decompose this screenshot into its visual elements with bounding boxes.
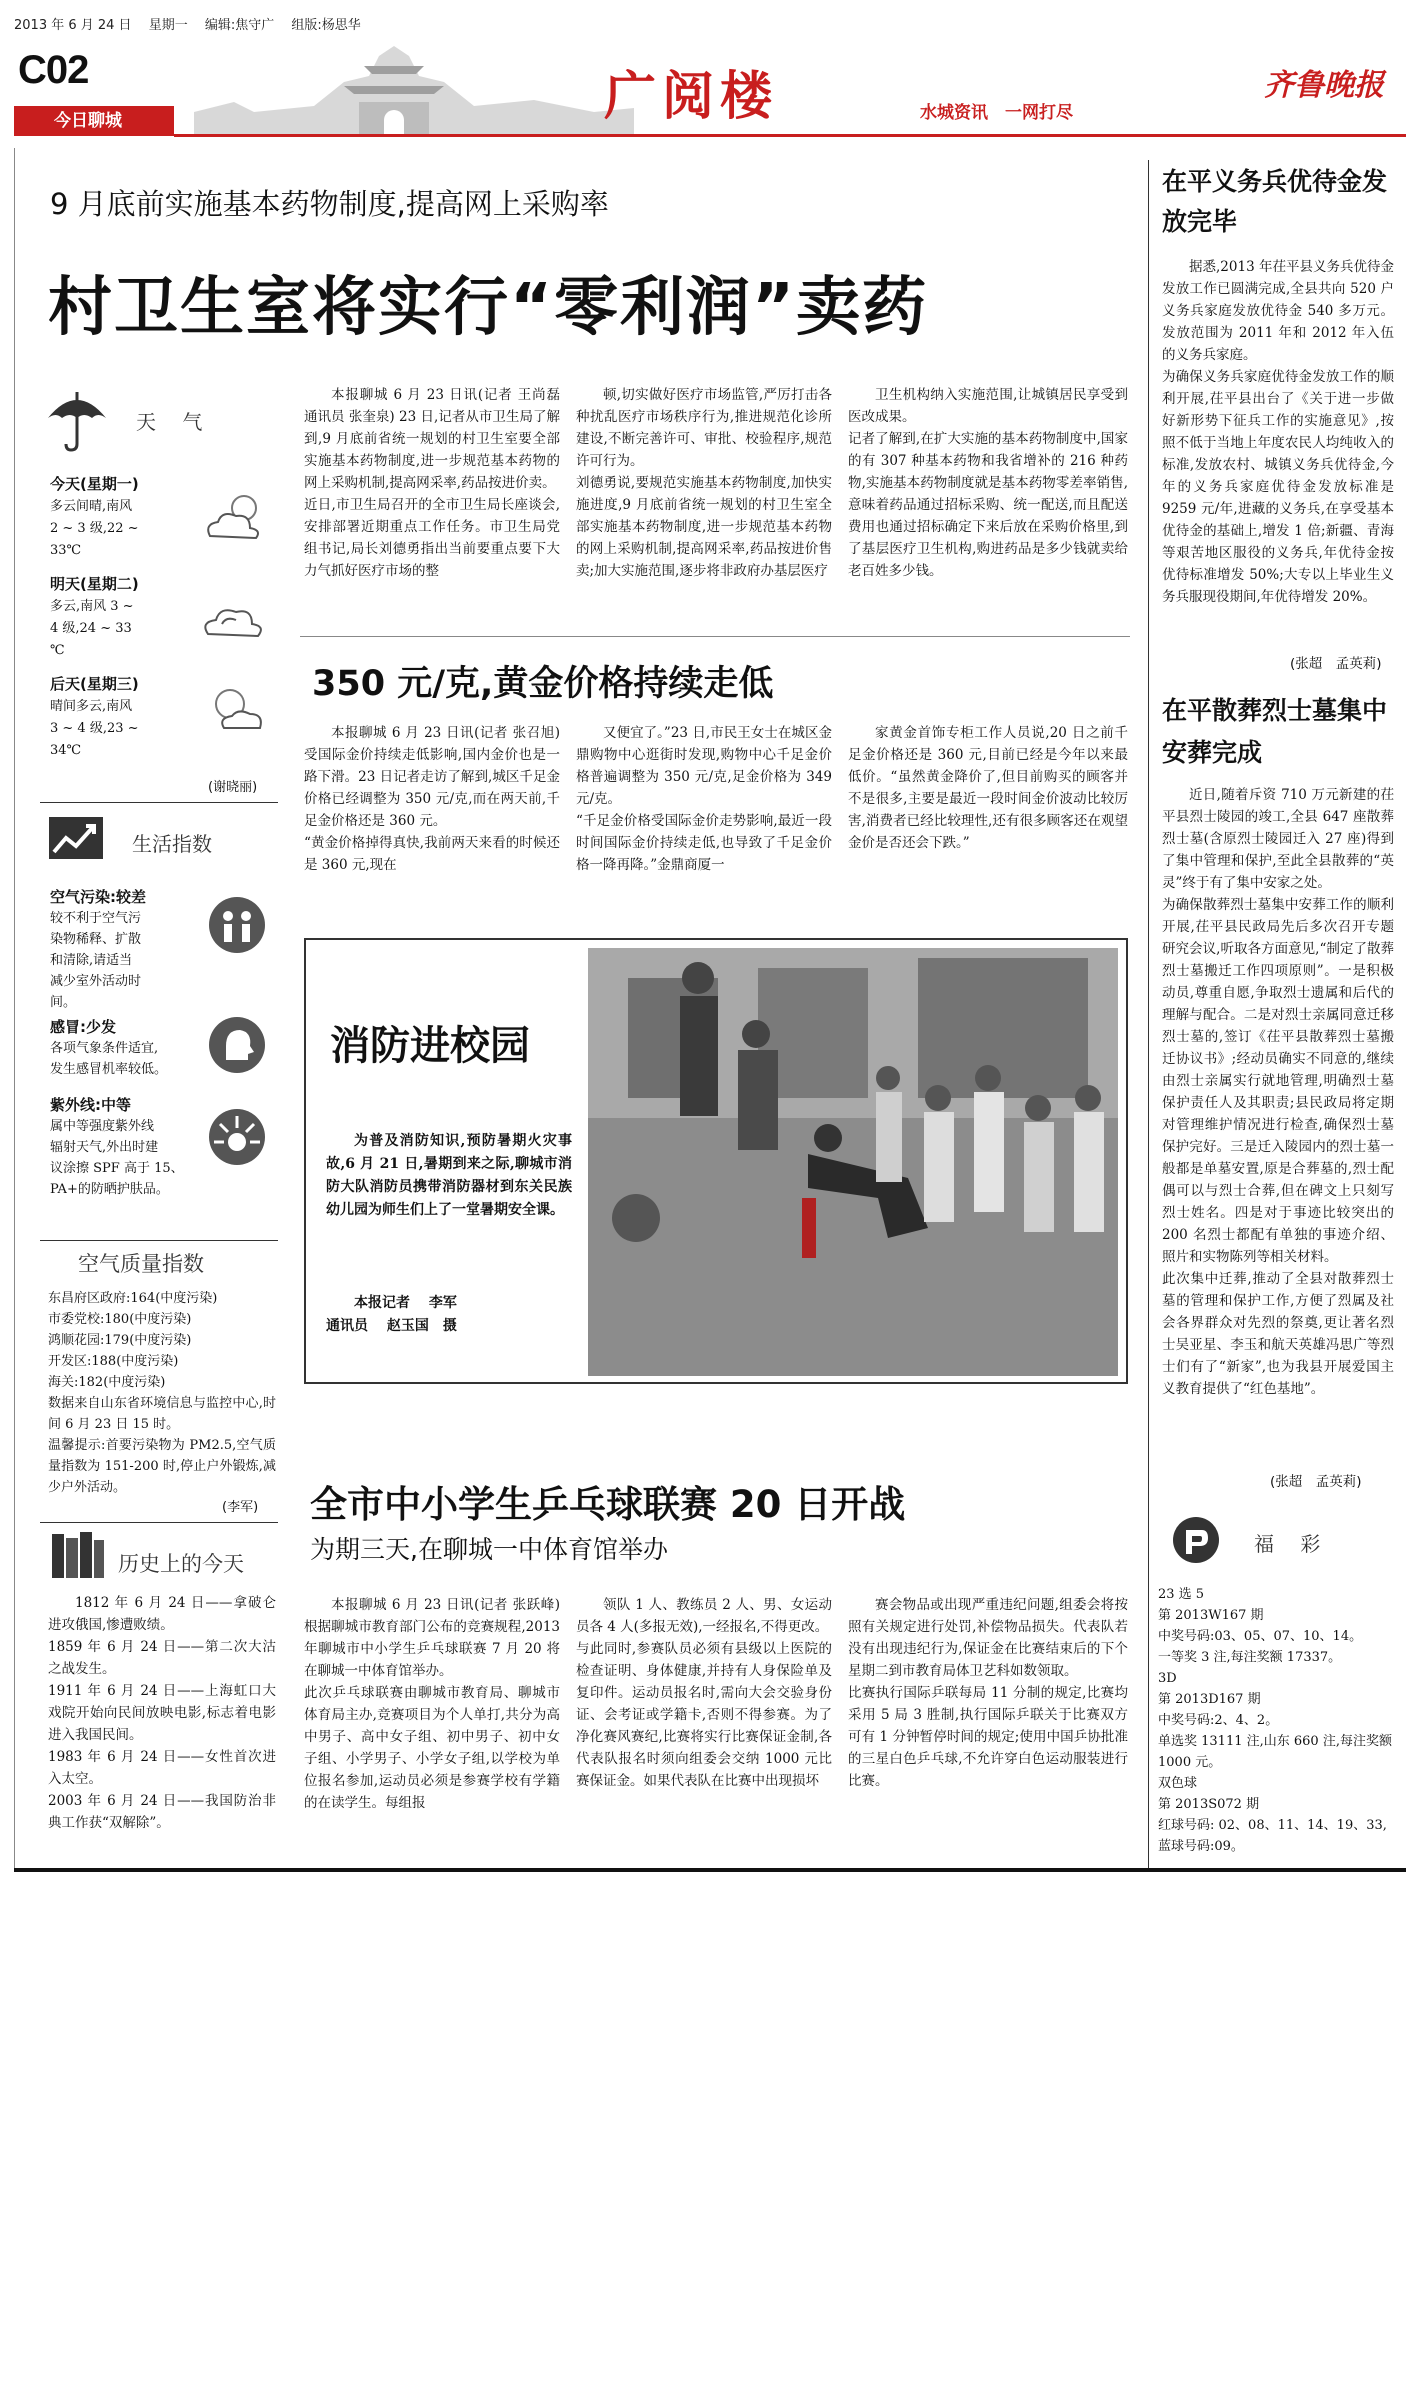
air-quality-title: 空气质量指数 <box>78 1252 204 1276</box>
weather-today-label: 今天(星期一) <box>50 475 139 493</box>
column-divider <box>1148 160 1149 1870</box>
lottery-logo-icon <box>1172 1516 1220 1564</box>
fire-credit: 本报记者 李军 通讯员 赵玉国 摄 <box>326 1295 471 1334</box>
life-pollution-label: 空气污染:较差 <box>50 888 146 906</box>
books-icon <box>48 1530 108 1582</box>
pingpong-subhead: 为期三天,在聊城一中体育馆举办 <box>310 1535 668 1564</box>
divider <box>40 1522 278 1523</box>
weather-credit: (谢晓丽) <box>208 780 258 795</box>
sidebar-story2-title: 在平散葬烈士墓集中安葬完成 <box>1162 696 1388 767</box>
gold-headline: 350 元/克,黄金价格持续走低 <box>312 664 774 704</box>
bottom-rule <box>14 1868 1406 1872</box>
lead-kicker: 9 月底前实施基本药物制度,提高网上采购率 <box>50 187 609 221</box>
lead-headline: 村卫生室将实行“零利润”卖药 <box>48 271 929 345</box>
weather-today-desc: 多云间晴,南风 2 ~ 3 级,22 ~ 33℃ <box>50 499 139 558</box>
banner-underline <box>174 134 1406 137</box>
sun-icon <box>208 1108 266 1166</box>
fire-caption: 为普及消防知识,预防暑期火灾事故,6 月 21 日,暑期到来之际,聊城市消防大队消防员携带消防器材到东关民族幼儿园为师生们上了一堂暑期安全课。 <box>326 1133 572 1218</box>
weather-tomorrow-label: 明天(星期二) <box>50 575 139 593</box>
divider <box>40 1240 278 1241</box>
pingpong-headline: 全市中小学生乒乓球联赛 20 日开战 <box>310 1483 906 1526</box>
header-banner <box>14 38 1406 138</box>
fire-feature-box <box>304 938 1128 1384</box>
life-index <box>40 810 280 1240</box>
section-tab: 今日聊城 <box>14 106 174 136</box>
pingpong-body-col3: 赛会物品或出现严重违纪问题,组委会将按照有关规定进行处罚,补偿物品损失。代表队若没有出现违纪行为,保证金在比赛结束后的下个星期二到市教育局体卫艺科如数领取。 比赛执行国际乒联每局 11 分制的规定,比赛均采用 5 局 3 胜制,执行国际乒联关于比赛双方可有 1 分钟暂停时间的规定;使用中国乒协批准的三星白色乒乓球,不允许穿白色运动服装进行比赛。 <box>848 1597 1128 1789</box>
tower-illustration <box>194 42 634 136</box>
air-quality-text: 东昌府区政府:164(中度污染) 市委党校:180(中度污染) 鸿顺花园:179(中度污染) 开发区:188(中度污染) 海关:182(中度污染) 数据来自山东省环境信息与监控中心,时间 6 月 23 日 15 时。 温馨提示:首要污染物为 PM2.5,空气质量指数为 151-200 时,停止户外锻炼,减少户外活动。 <box>48 1291 276 1495</box>
sidebar-story1-title: 在平义务兵优待金发放完毕 <box>1162 167 1388 236</box>
weather-box <box>40 380 280 800</box>
weather-title: 天 气 <box>136 410 203 434</box>
sidebar-story1-text: 据悉,2013 年茌平县义务兵优待金发放工作已圆满完成,全县共向 520 户义务兵家庭发放优待金 540 多万元。发放范围为 2011 年和 2012 年入伍的义务兵家庭。 为确保义务兵家庭优待金发放工作的顺利开展,茌平县出台了《关于进一步做好新形势下征兵工作的实施意见》,按照不低于当地上年度农民人均纯收入的标准,发放农村、城镇义务兵优待金,今年的义务兵家庭优待金发放标准是 9259 元/年,进藏的义务兵,在享受基本优待金的基础上,增发 1 倍;新疆、青海等艰苦地区服役的义务兵,年优待金按优待标准增发 50%;大专以上毕业生义务兵服现役期间,年优待增发 20%。 <box>1162 259 1394 605</box>
life-index-title: 生活指数 <box>132 832 212 856</box>
banner-title: 广阅楼 <box>604 67 779 127</box>
cloud-icon <box>200 590 270 644</box>
pingpong-body-col1: 本报聊城 6 月 23 日讯(记者 张跃峰) 根据聊城市教育部门公布的竞赛规程,2013 年聊城市中小学生乒乓球联赛 7 月 20 将在聊城一中体育馆举办。 此次乒乓球联赛由聊城市教育局、聊城市体育局主办,竞赛项目为个人单打,共分为高中男子、高中女子组、初中男子、初中女子组、小学男子、小学女子组,以学校为单位报名参加,运动员必须是参赛学校有学籍的在读学生。每组报 <box>304 1597 560 1811</box>
gold-body-col1: 本报聊城 6 月 23 日讯(记者 张召旭) 受国际金价持续走低影响,国内金价也是一路下滑。23 日记者走访了解到,城区千足金价格已经调整为 350 元/克,而在两天前,千足金价格还是 360 元。 “黄金价格掉得真快,我前两天来看的时候还是 360 元,现在 <box>304 725 560 873</box>
life-uv-desc: 属中等强度紫外线 辐射天气,外出时建 议涂擦 SPF 高于 15、 PA+的防晒护肤品。 <box>50 1119 184 1197</box>
weather-tomorrow-desc: 多云,南风 3 ~ 4 级,24 ~ 33 ℃ <box>50 599 134 658</box>
weather-day-after-label: 后天(星期三) <box>50 675 139 693</box>
weather-day-after-desc: 晴间多云,南风 3 ~ 4 级,23 ~ 34℃ <box>50 699 139 758</box>
life-pollution <box>50 886 200 1013</box>
dateline: 2013 年 6 月 24 日 星期一 编辑:焦守广 组版:杨思华 <box>14 18 361 33</box>
left-border <box>14 148 15 1870</box>
fire-photo <box>588 948 1118 1376</box>
divider <box>40 802 278 803</box>
umbrella-icon <box>46 388 108 454</box>
life-cold-label: 感冒:少发 <box>50 1018 116 1036</box>
lead-body-col1: 本报聊城 6 月 23 日讯(记者 王尚磊 通讯员 张奎泉) 23 日,记者从市卫生局了解到,9 月底前省统一规划的村卫生室要全部实施基本药物制度,进一步规范基本药物的网上采购机制,提高网采率,药品按进价卖。 近日,市卫生局召开的全市卫生局长座谈会,安排部署近期重点工作任务。市卫生局党组书记,局长刘德勇指出当前要重点要下大力气抓好医疗市场的整 <box>304 387 560 579</box>
people-icon <box>208 896 266 954</box>
lottery-text: 23 选 5 第 2013W167 期 中奖号码:03、05、07、10、14。 一等奖 3 注,每注奖额 17337。 3D 第 2013D167 期 中奖号码:2、4、2。 单选奖 13111 注,山东 660 注,每注奖额 1000 元。 双色球 第 2013S072 期 红球号码: 02、08、11、14、19、33,蓝球号码:09。 <box>1158 1587 1392 1854</box>
lead-body-col2: 顿,切实做好医疗市场监管,严厉打击各种扰乱医疗市场秩序行为,推进规范化诊所建设,不断完善许可、审批、校验程序,规范许可行为。 刘德勇说,要规范实施基本药物制度,加快实施进度,9 月底前省统一规划的村卫生室全部实施基本药物制度,进一步规范基本药物的网上采购机制,提高网采率,药品按进价售卖;加大实施范围,逐步将非政府办基层医疗 <box>576 387 832 579</box>
fire-title: 消防进校园 <box>324 1012 536 1073</box>
page-number: C02 <box>18 48 89 92</box>
fire-photo-illustration <box>588 948 1118 1376</box>
sidebar-story2-credit: (张超 孟英莉) <box>1270 1474 1362 1490</box>
life-cold <box>50 1016 210 1080</box>
gold-body-col2: 又便宜了。”23 日,市民王女士在城区金鼎购物中心逛街时发现,购物中心千足金价格普遍调整为 350 元/克,足金价格为 349 元/克。 “千足金价格受国际金价走势影响,最近一段时间国际金价持续走低,也导致了千足金价格一降再降。”金鼎商厦一 <box>576 725 832 873</box>
cloud-sun-icon <box>200 490 270 544</box>
banner-slogan: 水城资讯 一网打尽 <box>920 103 1073 123</box>
history-text: 1812 年 6 月 24 日——拿破仑进攻俄国,惨遭败绩。 1859 年 6 月 24 日——第二次大沽之战发生。 1911 年 6 月 24 日——上海虹口大戏院开始向民间放映电影,标志着电影进入我国民间。 1983 年 6 月 24 日——女性首次进入太空。 2003 年 6 月 24 日——我国防治非典工作获“双解除”。 <box>48 1595 276 1831</box>
pingpong-body-col2: 领队 1 人、教练员 2 人、男、女运动员各 4 人(多报无效),一经报名,不得更改。 与此同时,参赛队员必须有县级以上医院的检查证明、身体健康,并持有人身保险单及复印件。运动员报名时,需向大会交验身份证、会考证或学籍卡,否则不得参赛。为了净化赛风赛纪,比赛将实行比赛保证金制,各代表队报名时须向组委会交纳 1000 元比赛保证金。如果代表队在比赛中出现损坏 <box>576 1597 832 1789</box>
air-quality-credit: (李军) <box>222 1500 259 1515</box>
life-uv-label: 紫外线:中等 <box>50 1096 131 1114</box>
life-pollution-desc: 较不利于空气污 染物稀释、扩散 和清除,请适当 减少室外活动时 间。 <box>50 911 142 1010</box>
lottery-title: 福 彩 <box>1254 1532 1321 1556</box>
gold-body-col3: 家黄金首饰专柜工作人员说,20 日之前千足金价格还是 360 元,目前已经是今年以来最低价。“虽然黄金降价了,但目前购买的顾客并不是很多,主要是最近一段时间金价波动比较厉害,消费者已经比较理性,还有很多顾客还在观望金价是否还会下跌。” <box>848 725 1128 851</box>
sidebar-story1-credit: (张超 孟英莉) <box>1290 656 1382 672</box>
sun-cloud-icon <box>200 680 270 734</box>
head-icon <box>208 1016 266 1074</box>
paper-logo: 齐鲁晚报 <box>1264 68 1384 103</box>
chart-trend-icon <box>48 816 104 860</box>
divider <box>300 636 1130 637</box>
sidebar-story2-text: 近日,随着斥资 710 万元新建的茌平县烈士陵园的竣工,全县 647 座散葬烈士墓(含原烈士陵园迁入 27 座)得到了集中管理和保护,至此全县散葬的“英灵”终于有了集中安家之处。 为确保散葬烈士墓集中安葬工作的顺利开展,茌平县民政局先后多次召开专题研究会议,听取各方面意见,“制定了散葬烈士墓搬迁工作四项原则”。一是积极动员,尊重自愿,争取烈士遗属和后代的理解与配合。二是对烈士亲属同意迁移烈士墓的,签订《茌平县散葬烈士墓搬迁协议书》;经动员确实不同意的,继续由烈士亲属实行就地管理,明确烈士墓保护责任人及其职责;县民政局将定期对管理维护情况进行检查,确保烈士墓保护完好。三是迁入陵园内的烈士墓一般都是单墓安置,原是合葬墓的,烈士配偶可以与烈士合葬,但在碑文上只刻写烈士姓名。四是对于事迹比较突出的 200 名烈士都配有单独的事迹介绍、照片和实物陈列等相关材料。 此次集中迁葬,推动了全县对散葬烈士墓的管理和保护工作,方便了烈属及社会各界群众对先烈的祭奠,更让著名烈士吴亚星、李玉和航天英雄冯思广等烈士们有了“新家”,也为我县开展爱国主义教育提供了“红色基地”。 <box>1162 787 1394 1397</box>
lead-body-col3: 卫生机构纳入实施范围,让城镇居民享受到医改成果。 记者了解到,在扩大实施的基本药物制度中,国家的有 307 种基本药物和我省增补的 216 种药物,实施基本药物制度就是基本药物零差率销售,意味着药品通过招标采购、统一配送,而且配送费用也通过招标确定下来后放在采购价格里,到了基层医疗卫生机构,购进药品是多少钱就卖给老百姓多少钱。 <box>848 387 1128 579</box>
history-title: 历史上的今天 <box>118 1552 244 1576</box>
life-uv <box>50 1094 220 1200</box>
life-cold-desc: 各项气象条件适宜, 发生感冒机率较低。 <box>50 1041 168 1077</box>
